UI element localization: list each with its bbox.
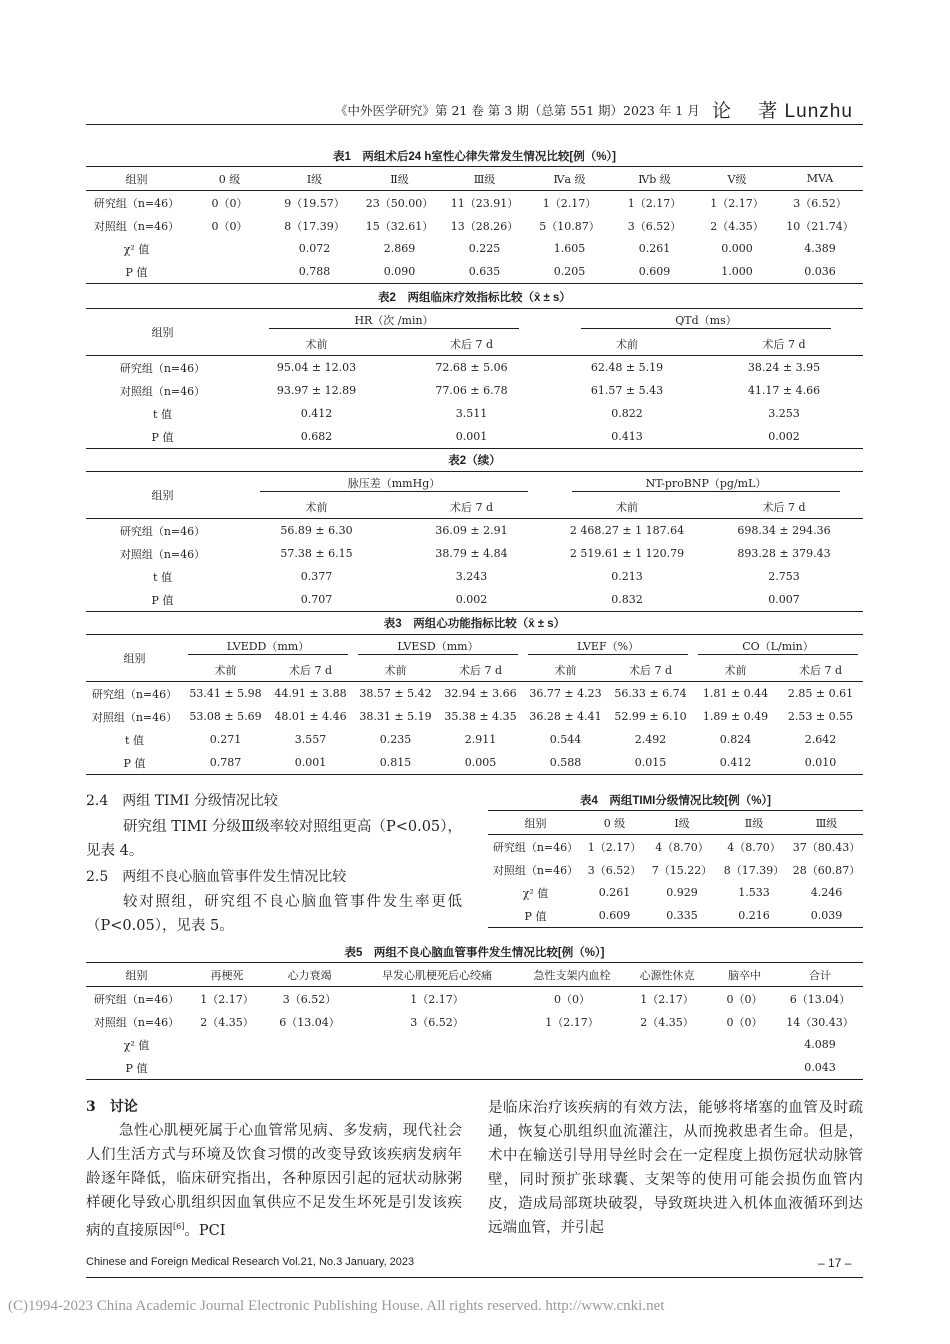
- table-cell: 0.787: [209, 756, 242, 769]
- table-cell: 6（13.04）: [789, 992, 851, 1006]
- table-cell: 研究组（n=46）: [119, 361, 206, 375]
- table-cell: [712, 1056, 777, 1080]
- table-cell: 4.246: [810, 886, 843, 899]
- table-row: [86, 425, 863, 449]
- table-cell: 53.08 ± 5.69: [189, 710, 262, 723]
- table-header-cell: 合计: [777, 963, 863, 987]
- table-cell: 52.99 ± 6.10: [614, 710, 687, 723]
- table-cell: 56.89 ± 6.30: [280, 524, 353, 537]
- table-cell: 7（15.22）: [651, 863, 713, 877]
- table-cell: 38.57 ± 5.42: [359, 687, 432, 700]
- table-row: [86, 682, 863, 706]
- table-cell: 1.81 ± 0.44: [702, 687, 769, 700]
- table-group-row: [86, 472, 863, 496]
- table-cell: 0.824: [719, 733, 752, 746]
- table-header-cell: 术前: [549, 495, 705, 519]
- table-cell: 0.225: [468, 242, 501, 255]
- table-cell: 1（2.17）: [545, 1015, 599, 1029]
- discussion-left-column: [86, 1119, 462, 1243]
- table-cell: 4.389: [804, 242, 836, 255]
- table-header-cell: 术前: [693, 658, 778, 682]
- table-cell: 0.413: [611, 430, 643, 443]
- section-3-heading: 3 讨论: [86, 1099, 138, 1115]
- table-cell: 1（2.17）: [587, 840, 642, 854]
- table-header-row: [488, 811, 863, 835]
- table-row: [86, 1010, 863, 1033]
- table-cell: 3.557: [294, 733, 327, 746]
- table-header-cell: 术后 7 d: [394, 332, 549, 356]
- table-cell: 0.010: [804, 756, 837, 769]
- table-cell: χ² 值: [123, 1038, 150, 1052]
- table-cell: 11（23.91）: [450, 196, 519, 210]
- table-cell: 0.039: [810, 909, 843, 922]
- table-cell: 2.53 ± 0.55: [787, 710, 854, 723]
- table-cell: 0.335: [666, 909, 698, 922]
- table-cell: [522, 1056, 622, 1080]
- table-cell: 1.000: [721, 265, 753, 278]
- table-header-row: [86, 167, 863, 191]
- table-header-row: [86, 658, 863, 682]
- section-2-5-heading: 2.5 两组不良心脑血管事件发生情况比较: [86, 869, 347, 885]
- table-cell: 0.822: [611, 407, 643, 420]
- table-cell: 1（2.17）: [200, 992, 254, 1006]
- section-2-4-heading: 2.4 两组 TIMI 分级情况比较: [86, 793, 278, 809]
- footer-journal: Chinese and Foreign Medical Research Vol.21, No.3 January, 2023: [86, 1256, 415, 1268]
- table-cell: 8（17.39）: [723, 863, 785, 877]
- table-cell: 72.68 ± 5.06: [435, 361, 508, 374]
- table-cell: 0.090: [383, 265, 416, 278]
- table-row: [86, 588, 863, 612]
- table-group-header: QTd（ms）: [549, 309, 863, 333]
- table1-caption: 表1 两组术后24 h室性心律失常发生情况比较[例（%）]: [332, 151, 617, 163]
- table-cell: 3（6.52）: [793, 196, 847, 210]
- table-cell: 3.511: [455, 407, 488, 420]
- table3-caption: 表3 两组心功能指标比较（x̄ ± s）: [383, 618, 566, 630]
- table-cell: [622, 1056, 712, 1080]
- table-cell: 0.000: [721, 242, 753, 255]
- table-cell: 研究组（n=46）: [119, 524, 206, 538]
- table-row: [86, 260, 863, 284]
- table-group-header: LVEF（%）: [523, 635, 693, 659]
- table-cell: t 值: [125, 733, 144, 747]
- table-cell: [522, 1033, 622, 1056]
- table-row: [86, 1056, 863, 1080]
- table-header-cell: 术前: [239, 495, 394, 519]
- table-header-cell: Ⅱ级: [718, 811, 790, 835]
- journal-header: 《中外医学研究》第 21 卷 第 3 期（总第 551 期）2023 年 1 月: [335, 103, 700, 118]
- table-cell: 0.002: [768, 430, 800, 443]
- table-group-header: HR（次 /min）: [239, 309, 549, 333]
- table-row: [86, 565, 863, 588]
- table-row: [86, 356, 863, 380]
- table-cell: 0.001: [455, 430, 488, 443]
- table-cell: 0.377: [300, 570, 333, 583]
- table-cell: 0（0）: [211, 196, 248, 210]
- table-cell: 36.28 ± 4.41: [529, 710, 602, 723]
- table-header-cell: 0 级: [583, 811, 646, 835]
- table-cell: 4（8.70）: [727, 840, 781, 854]
- table-cell: P 值: [151, 593, 174, 607]
- table-cell: 0.001: [294, 756, 327, 769]
- table-cell: 0.588: [549, 756, 582, 769]
- table-cell: 4.089: [804, 1038, 836, 1051]
- table-cell: 0.707: [300, 593, 333, 606]
- copyright-watermark: (C)1994-2023 China Academic Journal Electronic Publishing House. All rights reserved. http://www.cnki.net: [8, 1298, 665, 1314]
- table-header-cell: 早发心肌梗死后心绞痛: [352, 963, 522, 987]
- table2: [86, 308, 863, 449]
- table-cell: 3（6.52）: [410, 1015, 464, 1029]
- table-cell: 4（8.70）: [655, 840, 709, 854]
- table-header-cell: 急性支架内血栓: [522, 963, 622, 987]
- table-cell: 2.85 ± 0.61: [787, 687, 854, 700]
- table-cell: 56.33 ± 6.74: [614, 687, 687, 700]
- table-header-cell: Ⅰ级: [646, 811, 718, 835]
- table-cell: 0（0）: [211, 219, 248, 233]
- table-cell: P 值: [123, 756, 146, 770]
- table-cell: 0.929: [666, 886, 698, 899]
- table-cell: 44.91 ± 3.88: [274, 687, 347, 700]
- table-cell: 1（2.17）: [710, 196, 764, 210]
- table-header-row: [86, 963, 863, 987]
- table-cell: 698.34 ± 294.36: [737, 524, 831, 537]
- table-cell: 3（6.52）: [627, 219, 682, 233]
- table-cell: 2（4.35）: [640, 1015, 694, 1029]
- table-cell: 0.271: [209, 733, 242, 746]
- table-cell: 2（4.35）: [710, 219, 764, 233]
- table-cell: 38.31 ± 5.19: [359, 710, 432, 723]
- table-header-cell: 脑卒中: [712, 963, 777, 987]
- table-cell: 0.609: [638, 265, 671, 278]
- table-cell: 1.605: [553, 242, 586, 255]
- table-cell: [187, 260, 272, 284]
- table-header-cell: 术后 7 d: [705, 495, 863, 519]
- table-header-cell: 术前: [549, 332, 705, 356]
- table-header-cell: 术前: [523, 658, 608, 682]
- table-cell: 28（60.87）: [792, 863, 861, 877]
- table-cell: 10（21.74）: [786, 219, 854, 233]
- table-cell: [712, 1033, 777, 1056]
- table-group-row: [86, 635, 863, 659]
- table-row: [86, 402, 863, 425]
- table-cell: 0.261: [638, 242, 671, 255]
- table-cell: 0.609: [598, 909, 631, 922]
- table-cell: 77.06 ± 6.78: [435, 384, 508, 397]
- table-header-cell: Ⅴ级: [697, 167, 777, 191]
- citation-ref: [6]: [173, 1222, 185, 1231]
- table-cell: 15（32.61）: [365, 219, 434, 233]
- table-cell: [267, 1056, 352, 1080]
- table-header-cell: 组别: [86, 963, 187, 987]
- table-header-cell: 再梗死: [187, 963, 267, 987]
- table-cell: 0.036: [804, 265, 836, 278]
- table-cell: 48.01 ± 4.46: [274, 710, 347, 723]
- table-row: [86, 1033, 863, 1056]
- table-row: [86, 237, 863, 260]
- table-row: [488, 835, 863, 859]
- table-cell: 研究组（n=46）: [492, 840, 579, 854]
- table-header-cell: 术后 7 d: [608, 658, 693, 682]
- table-cell: 3.243: [455, 570, 488, 583]
- table-cell: 0.412: [300, 407, 333, 420]
- table-cell: 研究组（n=46）: [91, 687, 178, 701]
- table-cell: [622, 1033, 712, 1056]
- table-header-cell: Ⅱ级: [357, 167, 442, 191]
- table-header-cell: 术前: [183, 658, 268, 682]
- table-row: [86, 191, 863, 215]
- table-cell: 6（13.04）: [279, 1015, 340, 1029]
- table-row: [86, 542, 863, 565]
- table-cell: 研究组（n=46）: [93, 196, 180, 210]
- table5-caption: 表5 两组不良心脑血管事件发生情况比较[例（%）]: [344, 947, 605, 959]
- table-cell: 对照组（n=46）: [119, 547, 206, 561]
- table-cell: 对照组（n=46）: [93, 1015, 180, 1029]
- table-cell: 0.005: [464, 756, 497, 769]
- discussion-left-text: 急性心肌梗死属于心血管常见病、多发病，现代社会人们生活方式与环境及饮食习惯的改变导致该疾病发病年龄逐年降低，临床研究指出，各种原因引起的冠状动脉粥样硬化导致心肌组织因血氧供应不足发生坏死是引发该疾病的直接原因: [86, 1123, 462, 1239]
- footer-rule: [86, 1277, 863, 1278]
- table-cell: [187, 1056, 267, 1080]
- table-cell: P 值: [125, 265, 148, 279]
- table-cell: 1.533: [738, 886, 770, 899]
- table-row: [86, 705, 863, 728]
- table-cell: 36.09 ± 2.91: [435, 524, 508, 537]
- table-header-cell: 组别: [86, 167, 187, 191]
- table-cell: [352, 1056, 522, 1080]
- table-row: [86, 751, 863, 775]
- table4-caption: 表4 两组TIMI分级情况比较[例（%）]: [579, 795, 772, 807]
- table-cell: 0.213: [611, 570, 643, 583]
- table-group-header: LVESD（mm）: [353, 635, 523, 659]
- table-cell: 对照组（n=46）: [119, 384, 206, 398]
- table-cell: 3.253: [768, 407, 800, 420]
- table-header-cell: MVA: [777, 167, 863, 191]
- table5: [86, 962, 863, 1080]
- page-number: – 17 –: [818, 1256, 852, 1270]
- table-header-cell: 组别: [86, 472, 239, 519]
- table-header-cell: 术前: [239, 332, 394, 356]
- table-cell: 0（0）: [726, 1015, 763, 1029]
- table-cell: 3（6.52）: [587, 863, 642, 877]
- table3: [86, 634, 863, 775]
- table-row: [488, 858, 863, 881]
- table-cell: 2.753: [768, 570, 800, 583]
- discussion-right-column: 是临床治疗该疾病的有效方法，能够将堵塞的血管及时疏通，恢复心肌组织血流灌注，从而挽救患者生命。但是，术中在输送引导用导丝时会在一定程度上损伤冠状动脉管壁，同时预扩张球囊、支架等的使用可能会损伤血管内皮，造成局部斑块破裂，导致斑块进入机体血液循环到达远端血管，并引起: [488, 1100, 863, 1236]
- table-header-cell: 术后 7 d: [268, 658, 353, 682]
- table-group-header: 脉压差（mmHg）: [239, 472, 549, 496]
- table-cell: P 值: [125, 1061, 148, 1075]
- table-cell: [352, 1033, 522, 1056]
- table-cell: 2（4.35）: [200, 1015, 254, 1029]
- table-cell: 1（2.17）: [627, 196, 682, 210]
- table-row: [488, 904, 863, 928]
- table-cell: [267, 1033, 352, 1056]
- table-cell: χ² 值: [123, 242, 150, 256]
- table-cell: 0.072: [298, 242, 331, 255]
- table-cell: 9（19.57）: [284, 196, 345, 210]
- table-group-header: NT-proBNP（pg/mL）: [549, 472, 863, 496]
- table-cell: 0.412: [719, 756, 752, 769]
- table-cell: 32.94 ± 3.66: [444, 687, 517, 700]
- table-cell: 研究组（n=46）: [93, 992, 180, 1006]
- table-cell: 0（0）: [726, 992, 763, 1006]
- table-cell: 0.788: [298, 265, 331, 278]
- table-group-header: LVEDD（mm）: [183, 635, 353, 659]
- table-cell: 2.869: [383, 242, 416, 255]
- table-header-cell: 术后 7 d: [778, 658, 863, 682]
- section-2-5-text: 较对照组，研究组不良心脑血管事件发生率更低（P<0.05），见表 5。: [86, 894, 462, 934]
- table-header-cell: Ⅲ级: [790, 811, 863, 835]
- table-header-cell: 术前: [353, 658, 438, 682]
- table-cell: 0.002: [455, 593, 488, 606]
- table-cell: 1.89 ± 0.49: [702, 710, 769, 723]
- table-cell: 0.544: [549, 733, 582, 746]
- table-cell: 对照组（n=46）: [492, 863, 579, 877]
- table-header-cell: 0 级: [187, 167, 272, 191]
- table-cell: 2.492: [634, 733, 667, 746]
- table-cell: 61.57 ± 5.43: [590, 384, 664, 397]
- table1: [86, 166, 863, 284]
- table-cell: 38.24 ± 3.95: [747, 361, 821, 374]
- table-cell: 14（30.43）: [786, 1015, 854, 1029]
- table-cell: 23（50.00）: [365, 196, 434, 210]
- table-cell: 0.235: [379, 733, 412, 746]
- table-row: [86, 987, 863, 1011]
- table-row: [488, 881, 863, 904]
- table-header-cell: Ⅳb 级: [612, 167, 697, 191]
- table-cell: 3（6.52）: [282, 992, 337, 1006]
- table-cell: 0.815: [379, 756, 412, 769]
- table-header-cell: 术后 7 d: [394, 495, 549, 519]
- table-row: [86, 379, 863, 402]
- table-cell: 893.28 ± 379.43: [737, 547, 831, 560]
- table-cell: χ² 值: [522, 886, 549, 900]
- table-cell: 0.682: [300, 430, 333, 443]
- table-header-cell: 心源性休克: [622, 963, 712, 987]
- table-cell: 2 519.61 ± 1 120.79: [569, 547, 685, 560]
- table-header-cell: Ⅰ级: [272, 167, 357, 191]
- table-cell: 对照组（n=46）: [91, 710, 178, 724]
- table-header-cell: 组别: [86, 635, 183, 682]
- table-cell: t 值: [153, 570, 172, 584]
- table-cell: 0.216: [738, 909, 770, 922]
- table-header-cell: Ⅳa 级: [527, 167, 612, 191]
- table-cell: 38.79 ± 4.84: [435, 547, 508, 560]
- table-cell: 对照组（n=46）: [93, 219, 180, 233]
- table4: [488, 810, 863, 928]
- table-cell: 2.642: [804, 733, 837, 746]
- table-cell: 1（2.17）: [410, 992, 464, 1006]
- table-cell: [187, 1033, 267, 1056]
- table-group-row: [86, 309, 863, 333]
- table-header-cell: 术后 7 d: [705, 332, 863, 356]
- table-cell: 0.205: [553, 265, 586, 278]
- table-cell: 1（2.17）: [640, 992, 694, 1006]
- table-cell: P 值: [524, 909, 547, 923]
- table-header-cell: 组别: [488, 811, 583, 835]
- header-rule: [86, 124, 863, 125]
- table-header-cell: Ⅲ级: [442, 167, 527, 191]
- table-cell: 0.832: [611, 593, 643, 606]
- table-cell: 62.48 ± 5.19: [590, 361, 664, 374]
- table-cell: 57.38 ± 6.15: [280, 547, 353, 560]
- table-cell: P 值: [151, 430, 174, 444]
- table-cell: 2 468.27 ± 1 187.64: [569, 524, 685, 537]
- table-cell: 0.261: [598, 886, 631, 899]
- table-cell: 53.41 ± 5.98: [189, 687, 262, 700]
- table2b-caption: 表2（续）: [448, 455, 501, 467]
- table-header-cell: 组别: [86, 309, 239, 356]
- table-cell: 5（10.87）: [539, 219, 600, 233]
- table-header-cell: 心力衰竭: [267, 963, 352, 987]
- table-cell: [187, 237, 272, 260]
- table-cell: 36.77 ± 4.23: [529, 687, 602, 700]
- table-cell: 0.015: [634, 756, 667, 769]
- section-2-4-text: 研究组 TIMI 分级Ⅲ级率较对照组更高（P<0.05），见表 4。: [86, 819, 462, 859]
- table-cell: 1（2.17）: [542, 196, 597, 210]
- table-cell: t 值: [153, 407, 172, 421]
- table-cell: 13（28.26）: [450, 219, 519, 233]
- table-cell: 0.043: [804, 1061, 836, 1074]
- table-cell: 37（80.43）: [792, 840, 861, 854]
- table-row: [86, 728, 863, 751]
- table-cell: 0.635: [468, 265, 501, 278]
- table-header-cell: 术后 7 d: [438, 658, 523, 682]
- table-cell: 0（0）: [554, 992, 590, 1006]
- section-label: 论 著 Lunzhu: [712, 101, 853, 122]
- table-cell: 35.38 ± 4.35: [444, 710, 517, 723]
- table-cell: 2.911: [464, 733, 497, 746]
- table-cell: 95.04 ± 12.03: [276, 361, 357, 374]
- table2-continued: [86, 471, 863, 612]
- table-cell: 41.17 ± 4.66: [747, 384, 821, 397]
- table2-caption: 表2 两组临床疗效指标比较（x̄ ± s）: [378, 292, 571, 304]
- table-row: [86, 214, 863, 237]
- table-group-header: CO（L/min）: [693, 635, 863, 659]
- table-cell: 8（17.39）: [284, 219, 345, 233]
- table-cell: 0.007: [768, 593, 800, 606]
- table-row: [86, 519, 863, 543]
- table-cell: 93.97 ± 12.89: [276, 384, 357, 397]
- discussion-left-tail: 。PCI: [184, 1222, 226, 1239]
